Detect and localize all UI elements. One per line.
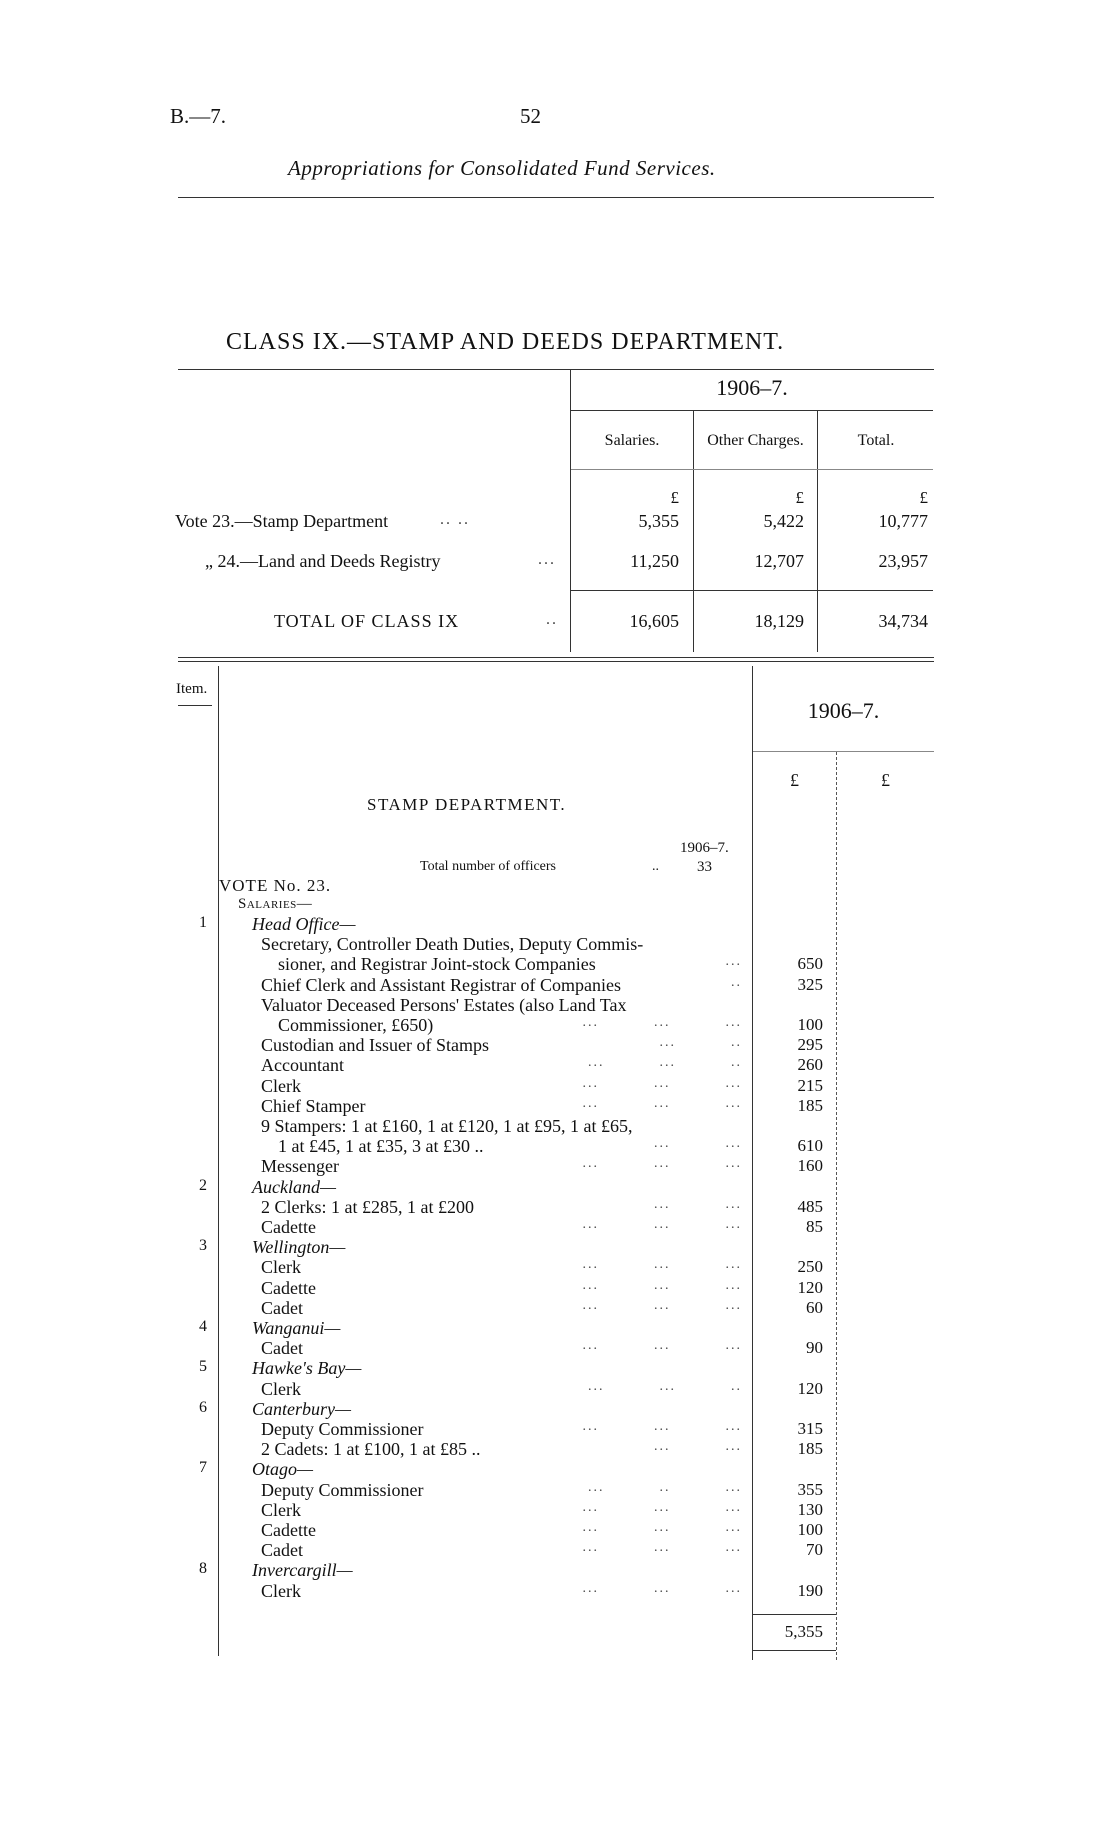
- class-year-rule: [571, 410, 933, 411]
- page-title: Appropriations for Consolidated Fund Services.: [288, 156, 716, 180]
- salary-amount: 355: [797, 1480, 823, 1499]
- leader-dots: ... ... ...: [582, 1217, 742, 1232]
- salary-amount: 70: [806, 1540, 823, 1559]
- leader-dots: ...: [725, 954, 742, 969]
- salary-line-text: Cadette: [261, 1217, 316, 1237]
- item-number: 6: [199, 1399, 207, 1416]
- class-bottom-rule-double: [178, 661, 934, 662]
- item-number: 4: [199, 1318, 207, 1335]
- leader-dots: ... ... ...: [582, 1257, 742, 1272]
- officers-year: 1906–7.: [680, 840, 729, 856]
- salary-amount: 90: [806, 1338, 823, 1357]
- leader-dots: ... ...: [654, 1197, 742, 1212]
- salary-line-text: Custodian and Issuer of Stamps: [261, 1035, 489, 1055]
- salary-line-text: Cadet: [261, 1540, 303, 1560]
- salary-amount: 250: [797, 1257, 823, 1276]
- leader-dots: ... ... ...: [582, 1278, 742, 1293]
- class-header-rule: [571, 469, 933, 470]
- amount-column-divider: [752, 666, 753, 1660]
- leader-dots: .. ..: [440, 511, 470, 528]
- salary-line-text: Clerk: [261, 1076, 301, 1096]
- class-title: CLASS IX.—STAMP AND DEEDS DEPARTMENT.: [226, 329, 785, 355]
- salary-amount: 85: [806, 1217, 823, 1236]
- leader-dots: ... ... ...: [582, 1500, 742, 1515]
- vote-number: VOTE No. 23.: [219, 876, 332, 895]
- leader-dots: ... ... ...: [582, 1581, 742, 1596]
- leader-dots: ... ... ...: [582, 1338, 742, 1353]
- leader-dots: ... ... ...: [582, 1520, 742, 1535]
- vote-24-label: „ 24.—Land and Deeds Registry: [205, 551, 441, 571]
- leader-dots: ... .. ...: [588, 1480, 742, 1495]
- salary-amount: 315: [797, 1419, 823, 1438]
- leader-dots: ... ... ...: [582, 1096, 742, 1111]
- vote-23-other-charges: 5,422: [763, 511, 804, 531]
- salary-amount: 120: [797, 1379, 823, 1398]
- salary-line-text: Deputy Commissioner: [261, 1480, 424, 1500]
- salary-amount: 160: [797, 1156, 823, 1175]
- item-number: 8: [199, 1560, 207, 1577]
- salary-amount: 325: [797, 975, 823, 994]
- salary-amount: 100: [797, 1015, 823, 1034]
- leader-dots: ...: [538, 551, 556, 568]
- salary-line-text: Clerk: [261, 1379, 301, 1399]
- pound-sign: £: [670, 488, 679, 507]
- item-header-rule: [178, 705, 212, 706]
- salary-amount: 130: [797, 1500, 823, 1519]
- item-column-header: Item.: [176, 681, 208, 697]
- class-table-top-rule: [178, 369, 934, 370]
- salary-line-text: 2 Cadets: 1 at £100, 1 at £85 ..: [261, 1439, 481, 1459]
- salary-line-text: Deputy Commissioner: [261, 1419, 424, 1439]
- detail-year-rule: [753, 751, 934, 752]
- office-heading: Wanganui—: [252, 1318, 341, 1338]
- class-total-total: 34,734: [878, 611, 928, 631]
- salary-line-text: 1 at £45, 1 at £35, 3 at £30 ..: [278, 1136, 484, 1156]
- salary-amount: 60: [806, 1298, 823, 1317]
- office-heading: Auckland—: [252, 1177, 336, 1197]
- office-heading: Head Office—: [252, 914, 356, 934]
- item-number: 1: [199, 914, 207, 931]
- total-double-rule: [753, 1650, 836, 1651]
- leader-dots: ... ... ...: [582, 1298, 742, 1313]
- office-heading: Canterbury—: [252, 1399, 351, 1419]
- leader-dots: ... ... ..: [588, 1379, 742, 1394]
- salary-amount: 610: [797, 1136, 823, 1155]
- col-total: Total.: [857, 432, 895, 449]
- col-other-charges: Other Charges.: [707, 432, 804, 449]
- officers-label: Total number of officers: [420, 859, 556, 874]
- leader-dots: ... ... ...: [582, 1015, 742, 1030]
- leader-dots: ... ... ..: [588, 1055, 742, 1070]
- item-number: 5: [199, 1358, 207, 1375]
- leader-dots: ..: [546, 611, 558, 628]
- salary-line-text: 2 Clerks: 1 at £285, 1 at £200: [261, 1197, 474, 1217]
- salary-line-text: Clerk: [261, 1257, 301, 1277]
- salary-line-text: 9 Stampers: 1 at £160, 1 at £120, 1 at £95, 1 at £65,: [261, 1116, 633, 1136]
- detail-year: 1906–7.: [807, 698, 880, 723]
- document-reference: B.—7.: [170, 104, 227, 128]
- page-number: 52: [520, 104, 541, 128]
- leader-dots: ... ... ...: [582, 1419, 742, 1434]
- office-heading: Hawke's Bay—: [252, 1358, 362, 1378]
- leader-dots: ... ..: [659, 1035, 742, 1050]
- pound-sign: £: [919, 488, 928, 507]
- office-heading: Otago—: [252, 1459, 314, 1479]
- class-bottom-rule: [178, 657, 934, 658]
- salary-line-text: Accountant: [261, 1055, 344, 1075]
- salary-amount: 190: [797, 1581, 823, 1600]
- leader-dots: ... ... ...: [582, 1076, 742, 1091]
- leader-dots: ..: [731, 975, 742, 990]
- vote-23-total-amount: 5,355: [784, 1622, 823, 1641]
- department-title: STAMP DEPARTMENT.: [367, 795, 567, 814]
- salary-line-text: sioner, and Registrar Joint-stock Companies: [278, 954, 596, 974]
- item-number: 2: [199, 1177, 207, 1194]
- salary-amount: 215: [797, 1076, 823, 1095]
- salary-amount: 260: [797, 1055, 823, 1074]
- salary-amount: 295: [797, 1035, 823, 1054]
- amount-subcolumn-divider: [836, 752, 837, 1660]
- salary-amount: 485: [797, 1197, 823, 1216]
- class-total-salaries: 16,605: [629, 611, 679, 631]
- vote-24-salaries: 11,250: [630, 551, 679, 571]
- pound-sign: £: [795, 488, 804, 507]
- leader-dots: ... ...: [654, 1439, 742, 1454]
- salary-line-text: Chief Clerk and Assistant Registrar of Companies: [261, 975, 621, 995]
- vote-23-salaries: 5,355: [638, 511, 679, 531]
- vote-23-label: Vote 23.—Stamp Department: [175, 511, 389, 531]
- class-total-other-charges: 18,129: [754, 611, 804, 631]
- vote-23-total: 10,777: [878, 511, 928, 531]
- officers-count: 33: [697, 859, 712, 875]
- leader-dots: ... ...: [654, 1136, 742, 1151]
- vote-24-total: 23,957: [878, 551, 928, 571]
- salary-line-text: Valuator Deceased Persons' Estates (also Land Tax: [261, 995, 627, 1015]
- pound-sign: £: [881, 770, 890, 790]
- salary-line-text: Messenger: [261, 1156, 339, 1176]
- office-heading: Invercargill—: [252, 1560, 353, 1580]
- salary-line-text: Cadet: [261, 1338, 303, 1358]
- salary-line-text: Clerk: [261, 1500, 301, 1520]
- salary-line-text: Chief Stamper: [261, 1096, 366, 1116]
- item-column-divider: [218, 666, 219, 1656]
- salary-amount: 100: [797, 1520, 823, 1539]
- pound-sign: £: [790, 770, 799, 790]
- salary-line-text: Commissioner, £650): [278, 1015, 434, 1035]
- class-subtotal-rule: [571, 590, 933, 591]
- item-number: 7: [199, 1459, 207, 1476]
- item-number: 3: [199, 1237, 207, 1254]
- salary-line-text: Cadette: [261, 1520, 316, 1540]
- class-year: 1906–7.: [716, 375, 788, 400]
- salary-amount: 185: [797, 1439, 823, 1458]
- salary-amount: 185: [797, 1096, 823, 1115]
- total-rule: [753, 1614, 836, 1615]
- salary-line-text: Clerk: [261, 1581, 301, 1601]
- leader-dots: ..: [652, 859, 659, 874]
- salary-amount: 650: [797, 954, 823, 973]
- salary-line-text: Cadette: [261, 1278, 316, 1298]
- salary-line-text: Cadet: [261, 1298, 303, 1318]
- vote-24-other-charges: 12,707: [754, 551, 804, 571]
- header-rule: [178, 197, 934, 198]
- leader-dots: ... ... ...: [582, 1156, 742, 1171]
- col-salaries: Salaries.: [604, 432, 660, 449]
- class-total-label: TOTAL OF CLASS IX: [274, 611, 460, 631]
- office-heading: Wellington—: [252, 1237, 346, 1257]
- salary-amount: 120: [797, 1278, 823, 1297]
- salaries-heading: Salaries—: [238, 896, 313, 912]
- leader-dots: ... ... ...: [582, 1540, 742, 1555]
- salary-line-text: Secretary, Controller Death Duties, Deputy Commis-: [261, 934, 644, 954]
